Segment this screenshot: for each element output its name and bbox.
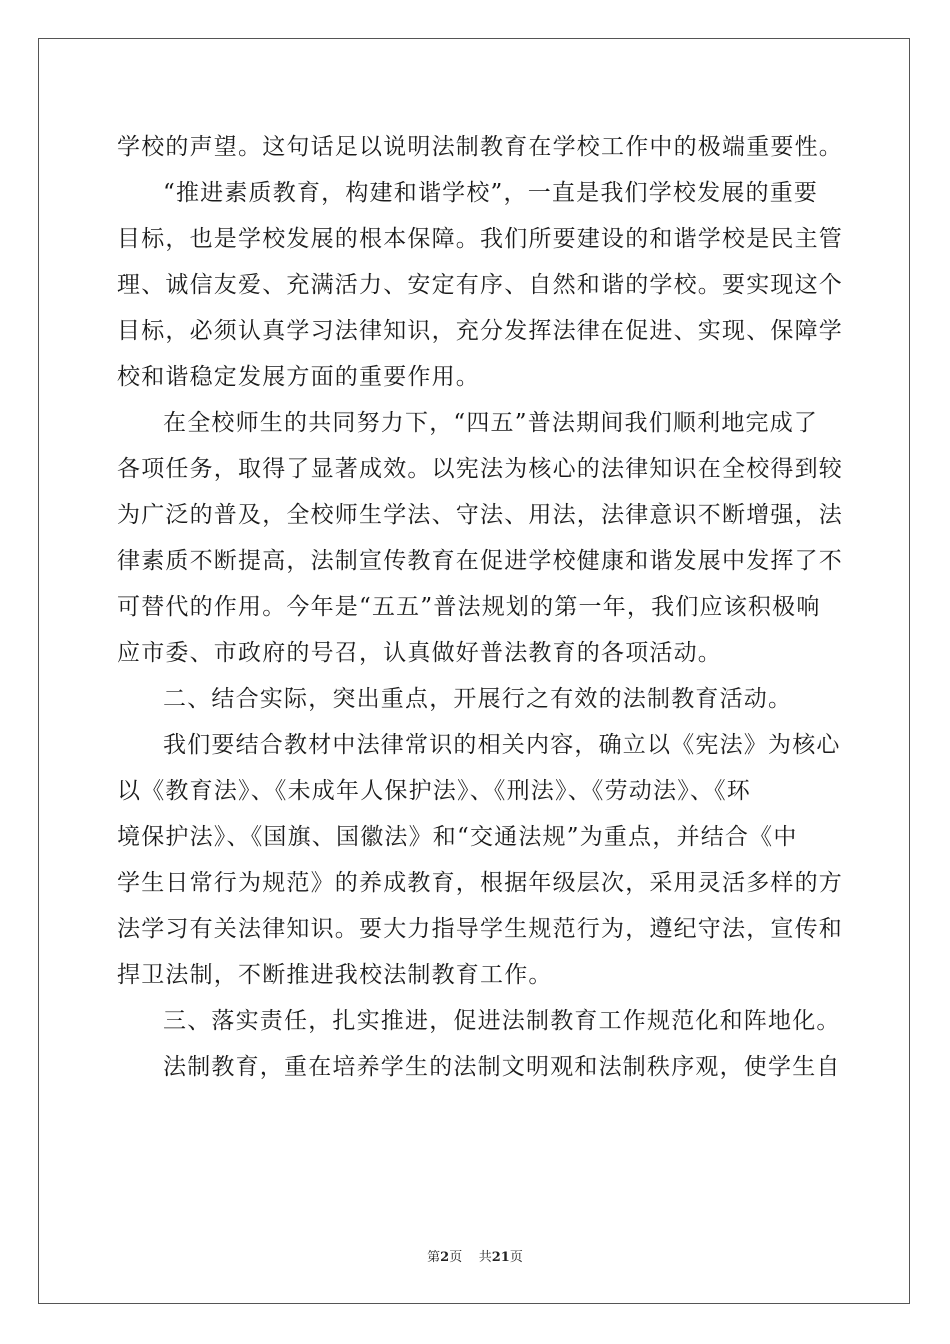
text-line: 各项任务，取得了显著成效。以宪法为核心的法律知识在全校得到较 [117,456,843,482]
total-suffix: 页 [509,1250,523,1265]
text-line: 目标，也是学校发展的根本保障。我们所要建设的和谐学校是民主管 [117,226,843,252]
page-prefix: 第 [427,1250,441,1265]
text-line: 我们要结合教材中法律常识的相关内容，确立以《宪法》为核心 [163,732,841,758]
text-line: 在全校师生的共同努力下，“四五”普法期间我们顺利地完成了 [163,410,819,436]
text-line: 法制教育，重在培养学生的法制文明观和法制秩序观，使学生自 [163,1054,841,1080]
text-line: “推进素质教育，构建和谐学校”，一直是我们学校发展的重要 [163,180,819,206]
text-line: 可替代的作用。今年是“五五”普法规划的第一年，我们应该积极响 [117,594,821,620]
document-body [117,124,843,1090]
text-line: 律素质不断提高，法制宣传教育在促进学校健康和谐发展中发挥了不 [117,548,843,574]
total-pages: 21 [491,1250,510,1265]
text-line: 目标，必须认真学习法律知识，充分发挥法律在促进、实现、保障学 [117,318,843,344]
text-line: 境保护法》、《国旗、国徽法》和“交通法规”为重点，并结合《中 [117,824,798,850]
text-line: 以《教育法》、《未成年人保护法》、《刑法》、《劳动法》、《环 [117,778,751,804]
page-footer [0,1246,950,1265]
text-line: 为广泛的普及，全校师生学法、守法、用法，法律意识不断增强，法 [117,502,843,528]
section-heading: 二、结合实际，突出重点，开展行之有效的法制教育活动。 [163,686,793,712]
page-suffix: 页 [449,1250,463,1265]
text-line: 理、诚信友爱、充满活力、安定有序、自然和谐的学校。要实现这个 [117,272,843,298]
text-line: 学校的声望。这句话足以说明法制教育在学校工作中的极端重要性。 [117,134,843,160]
page-number: 2 [440,1250,450,1265]
total-prefix: 共 [478,1250,492,1265]
text-line: 学生日常行为规范》的养成教育，根据年级层次，采用灵活多样的方 [117,870,843,896]
section-heading: 三、落实责任，扎实推进，促进法制教育工作规范化和阵地化。 [163,1008,841,1034]
text-line: 捍卫法制，不断推进我校法制教育工作。 [117,962,553,988]
text-line: 校和谐稳定发展方面的重要作用。 [117,364,480,390]
text-line: 法学习有关法律知识。要大力指导学生规范行为，遵纪守法，宣传和 [117,916,843,942]
text-line: 应市委、市政府的号召，认真做好普法教育的各项活动。 [117,640,722,666]
